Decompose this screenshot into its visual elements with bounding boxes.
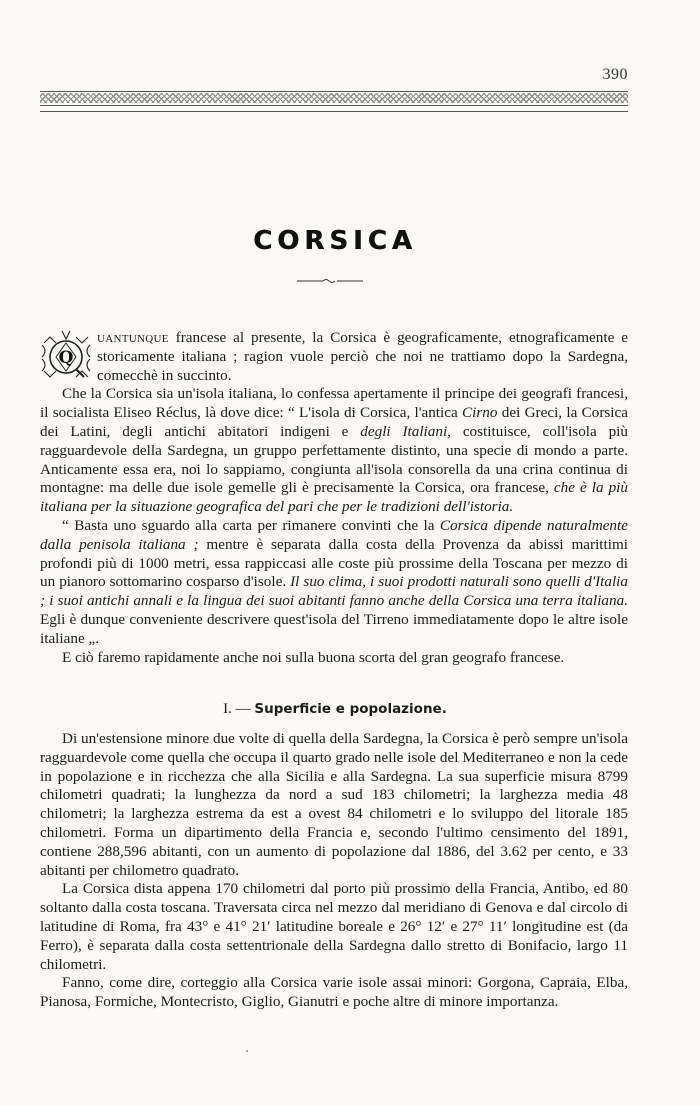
intro-paragraph-3: “ Basta uno sguardo alla carta per rimanere convinti che la Corsica dipende naturalmente dalla penisola italiana ; mentre è separata dalla costa della Provenza da abissi marittimi profondi più di 1000 metri, essa rappiccasi alle coste più prossime della Toscana per mezzo di un pianoro sottomarino cosparso d'isole. Il suo clima, i suoi prodotti naturali sono quelli d'Italia ; i suoi antichi annali e la lingua dei suoi abitanti fanno anche della Corsica una terra italiana. Egli è dunque conveniente descrivere quest'isola del Tirreno immediatamente dopo le altre isole italiane „. <box>40 516 628 647</box>
section-title: Superficie e popolazione. <box>254 701 447 717</box>
section-text <box>40 730 628 1012</box>
section-paragraph-1: Di un'estensione minore due volte di quella della Sardegna, la Corsica è però sempre un'isola ragguardevole come quella che occupa il quarto grado nelle isole del Mediterraneo e non la cede in popolazione e in ricchezza che alla Sicilia e alla Sardegna. La sua superficie misura 8799 chilometri quadrati; la lunghezza da nord a sud 183 chilometri; la larghezza media 48 chilometri; la larghezza estrema da est a ovest 84 chilometri e lo sviluppo del litorale 185 chilometri. Forma un dipartimento della Francia e, secondo l'ultimo censimento del 1891, contiene 288,596 abitanti, con un aumento di popolazione dal 1886, del 3.62 per cento, e 33 abitanti per chilometro quadrato. <box>40 730 628 879</box>
header-ornament-band <box>40 93 628 103</box>
section-heading <box>0 701 670 718</box>
page-speck <box>246 1050 248 1052</box>
decorative-initial-icon <box>40 329 92 385</box>
svg-text:Q: Q <box>58 348 74 368</box>
header-rule-top <box>40 91 628 92</box>
page-number: 390 <box>602 66 628 83</box>
intro-paragraph-1: Q uantunque francese al presente, la Corsica è geograficamente, etnograficamente e storicamente italiana ; ragion vuole perciò che noi ne trattiamo dopo la Sardegna, comecchè in succinto. <box>40 329 628 385</box>
section-paragraph-3: Fanno, come dire, corteggio alla Corsica varie isole assai minori: Gorgona, Capraia, Elba, Pianosa, Formiche, Montecristo, Giglio, Gianutri e poche altre di minore importanza. <box>40 974 628 1011</box>
title-flourish-ornament <box>295 276 365 286</box>
decorative-initial <box>40 329 92 385</box>
section-paragraph-2: La Corsica dista appena 170 chilometri dal porto più prossimo della Francia, Antibo, ed 80 soltanto dalla costa toscana. Traversata circa nel mezzo dal meridiano di Genova e dal circolo di latitudine di Roma, fra 43° e 41° 21′ latitudine boreale e 26° 12′ e 27° 11′ longitudine est (da Ferro), è separata dalla costa settentrionale della Sardegna dallo stretto di Bonifacio, largo 11 chilometri. <box>40 880 628 973</box>
header-rule-middle <box>40 105 628 106</box>
header-rule-bottom <box>40 111 628 112</box>
intro-paragraph-2: Che la Corsica sia un'isola italiana, lo confessa apertamente il principe dei geografi francesi, il socialista Eliseo Réclus, là dove dice: “ L'isola di Corsica, l'antica Cirno dei Greci, la Corsica dei Latini, degli antichi abitatori indigeni e degli Italiani, costituisce, coll'isola più ragguardevole della Sardegna, un gruppo perfettamente distinto, una specie di mondo a parte. Anticamente essa era, noi lo sappiamo, congiunta all'isola consorella da una crina continua di montagne: ma delle due isole gemelle gli è precisamente la Corsica, ora francese, che è la più italiana per la situazione geografica del pari che per le tradizioni dell'istoria. <box>40 385 629 516</box>
section-number: I. — <box>223 701 251 717</box>
chapter-title: CORSICA <box>253 226 417 256</box>
intro-text <box>40 329 628 667</box>
intro-paragraph-4: E ciò faremo rapidamente anche noi sulla buona scorta del gran geografo francese. <box>62 648 565 666</box>
